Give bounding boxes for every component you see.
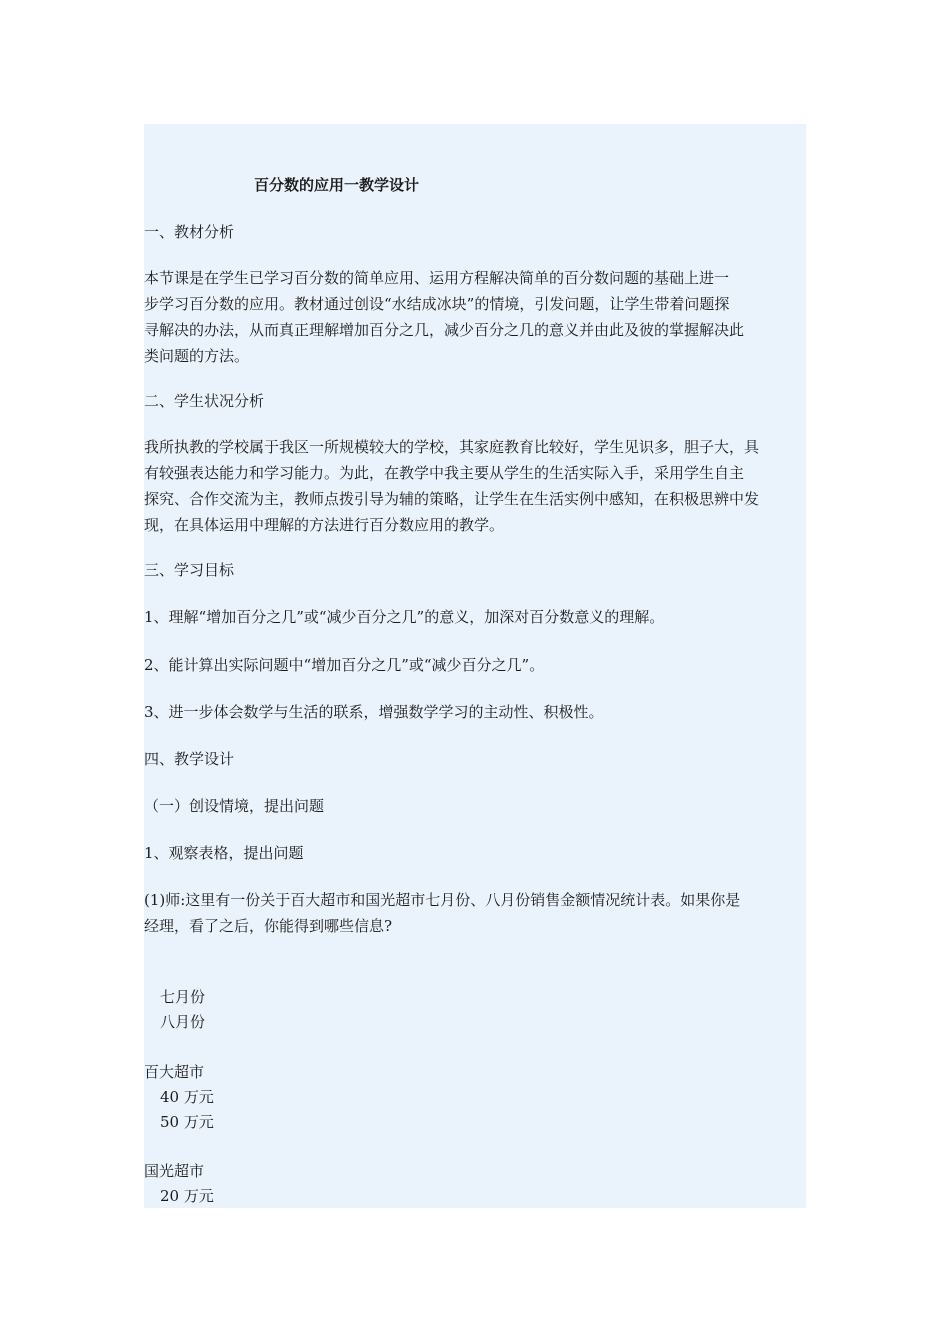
paragraph-line: 经理，看了之后，你能得到哪些信息? [144, 917, 393, 935]
paragraph-line: 寻解决的办法，从而真正理解增加百分之几，减少百分之几的意义并由此及彼的掌握解决此 [144, 321, 745, 339]
subsection-heading: （一）创设情境，提出问题 [144, 797, 325, 815]
paragraph-line: 现，在具体运用中理解的方法进行百分数应用的教学。 [144, 516, 505, 534]
paragraph-line: 有较强表达能力和学习能力。为此，在教学中我主要从学生的生活实际入手，采用学生自主 [144, 464, 745, 482]
table-cell: 40 万元 [160, 1088, 214, 1106]
table-header-cell: 七月份 [160, 988, 206, 1006]
section-2-paragraph [144, 434, 806, 538]
table-row-label: 国光超市 [144, 1162, 205, 1180]
section-1-paragraph [144, 265, 806, 369]
goal-item-2: 2、能计算出实际问题中“增加百分之几”或“减少百分之几”。 [144, 656, 545, 674]
question-paragraph [144, 887, 806, 939]
section-heading-3: 三、学习目标 [144, 561, 235, 579]
step-heading: 1、观察表格，提出问题 [144, 844, 304, 862]
goal-item-1: 1、理解“增加百分之几”或“减少百分之几”的意义，加深对百分数意义的理解。 [144, 608, 665, 626]
table-row-label: 百大超市 [144, 1063, 205, 1081]
goal-item-3: 3、进一步体会数学与生活的联系，增强数学学习的主动性、积极性。 [144, 703, 604, 721]
section-heading-4: 四、教学设计 [144, 750, 235, 768]
table-header-cell: 八月份 [160, 1013, 206, 1031]
document-title: 百分数的应用一教学设计 [254, 176, 420, 194]
paragraph-line: 本节课是在学生已学习百分数的简单应用、运用方程解决简单的百分数问题的基础上进一 [144, 269, 730, 287]
table-cell: 50 万元 [160, 1113, 214, 1131]
paragraph-line: 探究、合作交流为主，教师点拨引导为辅的策略，让学生在生活实例中感知，在积极思辨中发 [144, 490, 760, 508]
paragraph-line: 步学习百分数的应用。教材通过创设“水结成冰块”的情境，引发问题，让学生带着问题探 [144, 295, 730, 313]
table-cell: 20 万元 [160, 1187, 214, 1205]
paragraph-line: 类问题的方法。 [144, 347, 250, 365]
paragraph-line: 我所执教的学校属于我区一所规模较大的学校，其家庭教育比较好，学生见识多，胆子大，具 [144, 438, 760, 456]
section-heading-2: 二、学生状况分析 [144, 392, 265, 410]
section-heading-1: 一、教材分析 [144, 223, 235, 241]
paragraph-line: (1)师:这里有一份关于百大超市和国光超市七月份、八月份销售金额情况统计表。如果你是 [144, 891, 741, 909]
